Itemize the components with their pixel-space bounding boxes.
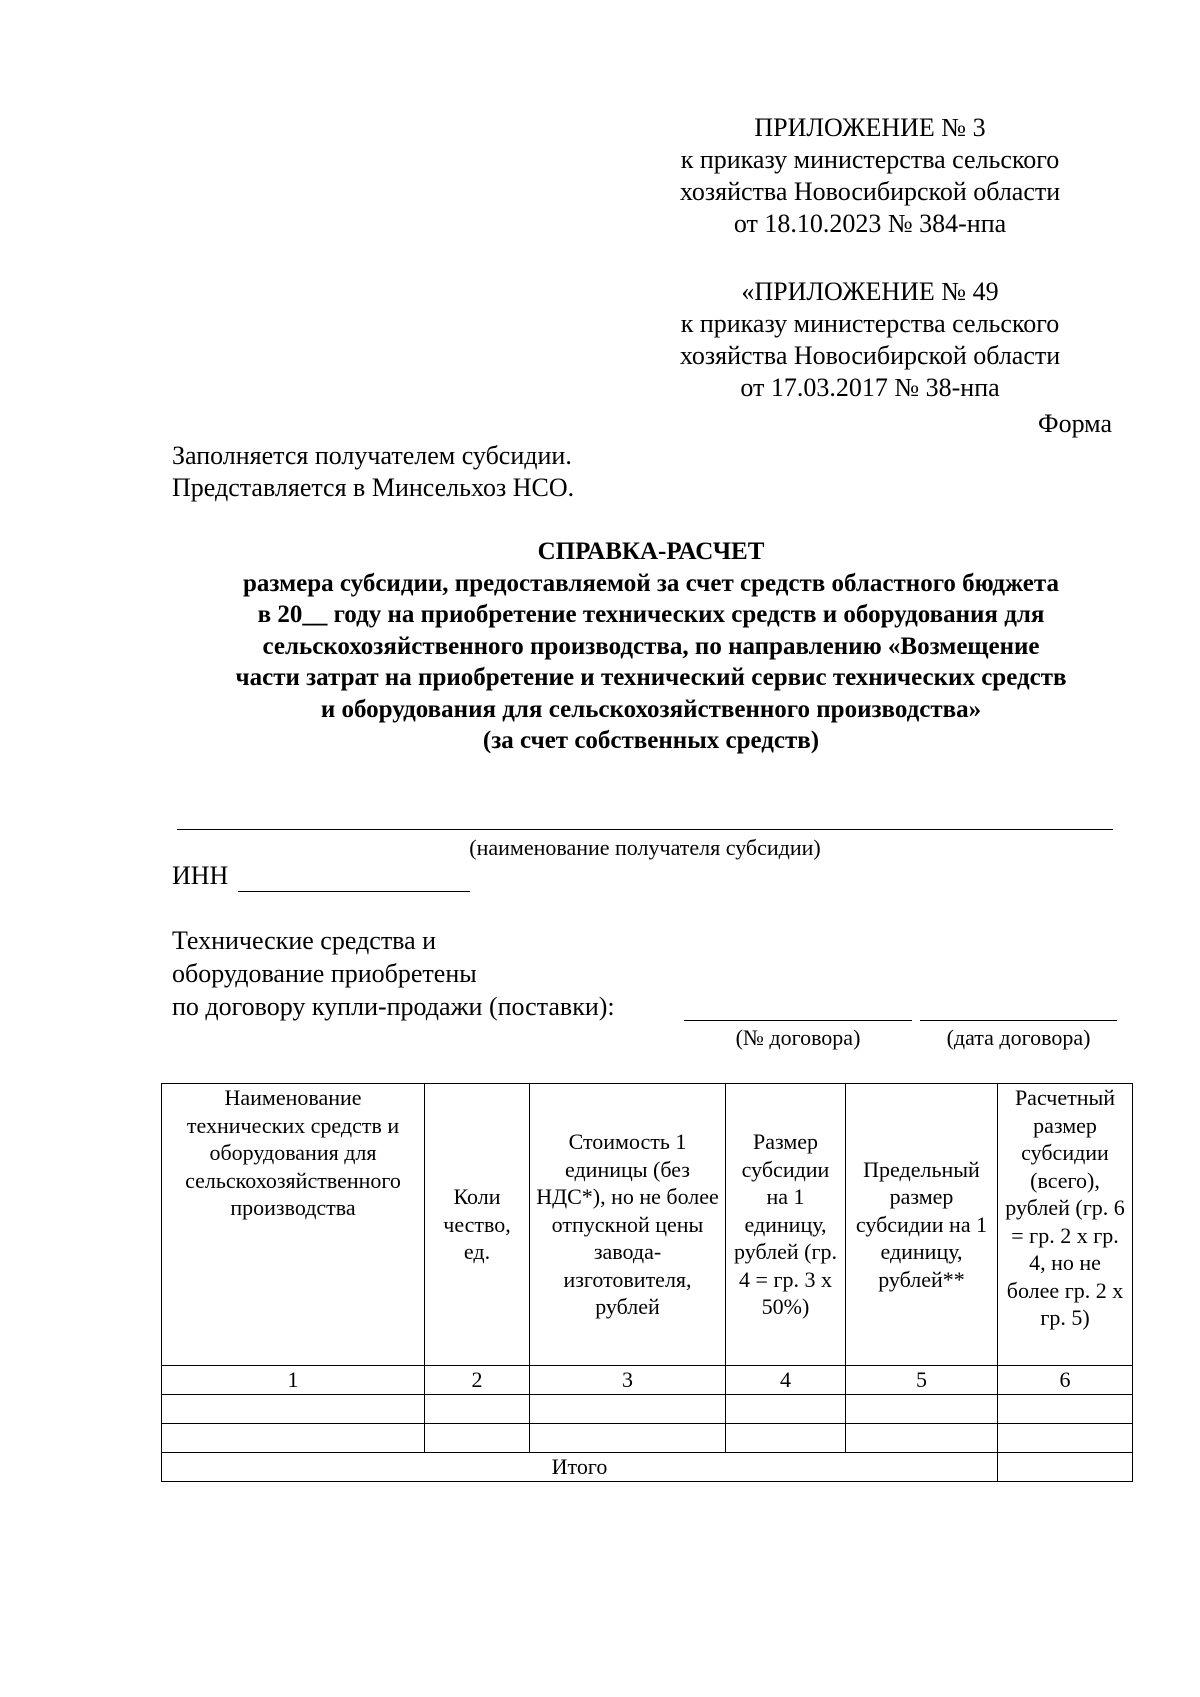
table-cell[interactable] — [726, 1394, 846, 1423]
recipient-caption: (наименование получателя субсидии) — [469, 835, 821, 860]
title-line: (за счет собственных средств) — [482, 727, 820, 754]
table-cell[interactable] — [162, 1394, 425, 1423]
appendix-current-line: ПРИЛОЖЕНИЕ № 3 — [754, 113, 986, 142]
title-line: части затрат на приобретение и технический сервис технических средств — [235, 664, 1067, 691]
appendix-original — [650, 276, 1090, 404]
column-header: Размер субсидии на 1 единицу, рублей (гр. 4 = гр. 3 х 50%) — [726, 1084, 846, 1366]
title-line: и оборудования для сельскохозяйственного производства» — [320, 695, 982, 723]
table-cell[interactable] — [998, 1394, 1133, 1423]
column-number: 5 — [846, 1366, 998, 1395]
table-cell[interactable] — [726, 1423, 846, 1452]
table-cell[interactable] — [425, 1394, 530, 1423]
fill-note-line: Заполняется получателем субсидии. — [172, 441, 572, 470]
column-header: Стоимость 1 единицы (без НДС*), но не более отпускной цены завода-изготовителя, рублей — [530, 1084, 726, 1366]
appendix-original-line: хозяйства Новосибирской области — [679, 341, 1061, 370]
contract-line: оборудование приобретены — [172, 959, 477, 988]
column-header: Расчетный размер субсидии (всего), рублей (гр. 6 = гр. 2 х гр. 4, но не более гр. 2 х гр. 5) — [998, 1084, 1133, 1366]
column-number: 6 — [998, 1366, 1133, 1395]
form-label: Форма — [1038, 409, 1112, 438]
appendix-original-line: от 17.03.2017 № 38-нпа — [740, 373, 1000, 402]
fill-note — [172, 440, 574, 504]
column-header: Коли чество, ед. — [425, 1084, 530, 1366]
title-line: в 20__ году на приобретение технических средств и оборудования для — [257, 601, 1045, 628]
recipient-name-field[interactable] — [177, 829, 1113, 830]
table-cell[interactable] — [998, 1423, 1133, 1452]
column-number: 4 — [726, 1366, 846, 1395]
column-header: Предельный размер субсидии на 1 единицу, рублей** — [846, 1084, 998, 1366]
table-row — [162, 1394, 1133, 1423]
column-number-row — [162, 1366, 1133, 1395]
appendix-current-line: от 18.10.2023 № 384-нпа — [733, 209, 1007, 238]
contract-line: по договору купли-продажи (поставки): — [172, 992, 615, 1021]
subsidy-calculation-table — [161, 1083, 1133, 1482]
appendix-original-line: к приказу министерства сельского — [680, 309, 1060, 338]
contract-statement — [172, 924, 615, 1023]
table-cell[interactable] — [162, 1423, 425, 1452]
appendix-current-line: хозяйства Новосибирской области — [679, 177, 1061, 206]
table-row — [162, 1423, 1133, 1452]
column-header: Наименование технических средств и оборудования для сельскохозяйственного производства — [162, 1084, 425, 1366]
title-heading: СПРАВКА-РАСЧЕТ — [537, 538, 765, 565]
document-title — [120, 536, 1182, 757]
title-line: размера субсидии, предоставляемой за счет средств областного бюджета — [243, 569, 1059, 597]
contract-date-caption: (дата договора) — [946, 1025, 1091, 1050]
table-cell[interactable] — [425, 1423, 530, 1452]
total-value-cell[interactable] — [998, 1452, 1133, 1481]
title-line: сельскохозяйственного производства, по направлению «Возмещение — [262, 632, 1040, 660]
table-cell[interactable] — [846, 1394, 998, 1423]
fill-note-line: Представляется в Минсельхоз НСО. — [172, 473, 575, 502]
table-cell[interactable] — [846, 1423, 998, 1452]
inn-label: ИНН — [172, 861, 229, 890]
contract-line: Технические средства и — [172, 926, 437, 955]
appendix-original-line: «ПРИЛОЖЕНИЕ № 49 — [741, 277, 999, 306]
column-number: 1 — [162, 1366, 425, 1395]
column-number: 3 — [530, 1366, 726, 1395]
table-header-row — [162, 1084, 1133, 1366]
contract-date-field[interactable] — [920, 1020, 1117, 1021]
inn-row — [172, 860, 470, 892]
table-cell[interactable] — [530, 1423, 726, 1452]
contract-number-caption: (№ договора) — [735, 1025, 861, 1050]
table-cell[interactable] — [530, 1394, 726, 1423]
total-label: Итого — [162, 1452, 998, 1481]
column-number: 2 — [425, 1366, 530, 1395]
appendix-current — [650, 112, 1090, 240]
appendix-current-line: к приказу министерства сельского — [680, 145, 1060, 174]
contract-number-field[interactable] — [684, 1020, 912, 1021]
inn-field[interactable] — [238, 863, 470, 892]
total-row — [162, 1452, 1133, 1481]
